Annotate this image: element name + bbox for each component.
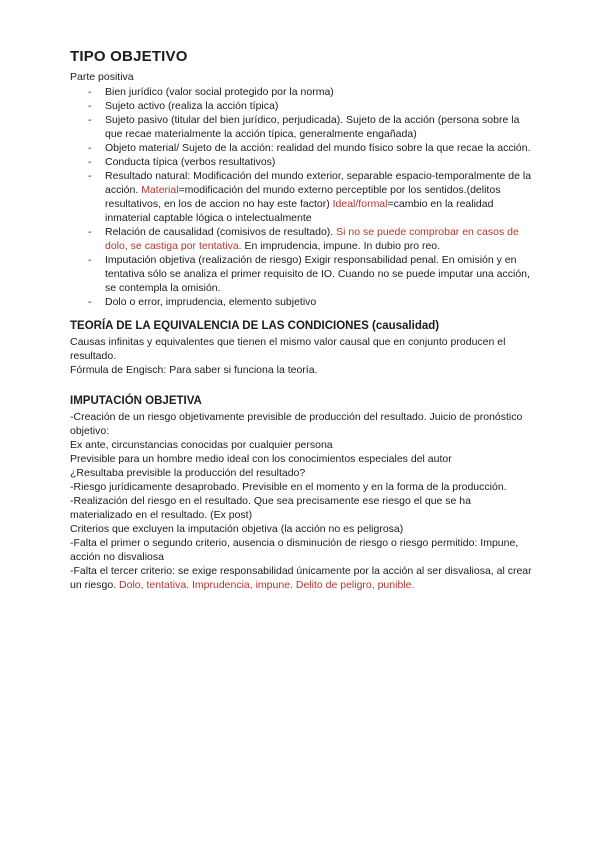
text-run: Causas infinitas y equivalentes que tienen el mismo valor causal que en conjunto producen el resultado. — [70, 336, 506, 362]
paragraph — [70, 410, 532, 438]
bullet-item — [70, 99, 532, 113]
text-run: =cambio en la realidad inmaterial captable lógica o intelectualmente — [105, 198, 494, 224]
text-run: Conducta típica (verbos resultativos) — [105, 156, 276, 168]
text-run: En imprudencia, impune. In dubio pro reo. — [241, 240, 441, 252]
section-heading-imputacion: IMPUTACIÓN OBJETIVA — [70, 395, 202, 407]
text-run: -Falta el tercer criterio: se exige responsabilidad únicamente por la acción al ser disvaliosa, al crear un riesgo. — [70, 565, 532, 591]
bullet-item — [70, 113, 532, 141]
text-run: Dolo, tentativa. Imprudencia, impune. Delito de peligro, punible. — [119, 579, 415, 591]
section-imputacion-body — [70, 410, 532, 592]
bullet-text — [105, 296, 316, 308]
text-run: Resultado natural: Modificación del mundo exterior, separable espacio-temporalmente de la acción. — [105, 170, 532, 196]
text-run: Relación de causalidad (comisivos de resultado). — [105, 226, 337, 238]
section-heading-equivalencia: TEORÍA DE LA EQUIVALENCIA DE LAS CONDICIONES (causalidad) — [70, 320, 440, 332]
text-run: Ideal/formal — [332, 198, 388, 210]
bullet-text — [105, 86, 334, 98]
bullet-item — [70, 85, 532, 99]
text-run: Bien jurídico (valor social protegido por la norma) — [105, 86, 334, 98]
page-title: TIPO OBJETIVO — [70, 48, 188, 65]
text-run: Material — [141, 184, 179, 196]
text-run: -Falta el primer o segundo criterio, ausencia o disminución de riesgo o riesgo permitido: Impune, acción no disvaliosa — [70, 537, 519, 563]
bullet-item — [70, 225, 532, 253]
bullet-item — [70, 295, 532, 309]
text-run: Dolo o error, imprudencia, elemento subjetivo — [105, 296, 317, 308]
paragraph — [70, 466, 532, 480]
paragraph — [70, 494, 532, 522]
text-run: =modificación del mundo externo perceptible por los sentidos.(delitos resultativos, en los de accion no hay este factor) — [105, 184, 501, 210]
text-run: -Creación de un riesgo objetivamente previsible de producción del resultado. Juicio de pronóstico objetivo: — [70, 411, 523, 437]
intro-label: Parte positiva — [70, 71, 134, 83]
bullet-text — [105, 156, 275, 168]
bullet-text — [105, 254, 530, 294]
paragraph — [70, 335, 532, 363]
section-equivalencia-body — [70, 335, 532, 377]
text-run: Previsible para un hombre medio ideal con los conocimientos especiales del autor — [70, 453, 452, 465]
text-run: Ex ante, circunstancias conocidas por cualquier persona — [70, 439, 333, 451]
bullet-text — [105, 114, 519, 140]
text-run: Criterios que excluyen la imputación objetiva (la acción no es peligrosa) — [70, 523, 404, 535]
bullet-text — [105, 142, 531, 154]
text-run: ¿Resultaba previsible la producción del resultado? — [70, 467, 306, 479]
bullet-item — [70, 155, 532, 169]
bullet-item — [70, 169, 532, 225]
text-run: -Realización del riesgo en el resultado. Que sea precisamente ese riesgo el que se ha materializado en el resultado. (Ex post) — [70, 495, 471, 521]
paragraph — [70, 363, 532, 377]
text-run: Sujeto activo (realiza la acción típica) — [105, 100, 279, 112]
paragraph — [70, 522, 532, 536]
paragraph — [70, 452, 532, 466]
text-run: Sujeto pasivo (titular del bien jurídico, perjudicada). Sujeto de la acción (persona sobre la que recae materialmente la acción típica, generalmente engañada) — [105, 114, 520, 140]
paragraph — [70, 480, 532, 494]
text-run: -Riesgo jurídicamente desaprobado. Previsible en el momento y en la forma de la producción. — [70, 481, 507, 493]
text-run: Fórmula de Engisch: Para saber si funciona la teoría. — [70, 364, 318, 376]
paragraph — [70, 438, 532, 452]
bullet-text — [105, 226, 519, 252]
text-run: Si no se puede comprobar en casos de dolo, se castiga por tentativa. — [105, 226, 519, 252]
bullet-text — [105, 170, 531, 224]
paragraph — [70, 536, 532, 564]
text-run: Objeto material/ Sujeto de la acción: realidad del mundo físico sobre la que recae la acción. — [105, 142, 531, 154]
paragraph — [70, 564, 532, 592]
bullet-item — [70, 253, 532, 295]
bullet-item — [70, 141, 532, 155]
text-run: Imputación objetiva (realización de riesgo) Exigir responsabilidad penal. En omisión y en tentativa sólo se analiza el primer requisito de IO. Cuando no se puede imputar una acción, se contempla la omisión. — [105, 254, 530, 294]
bullet-text — [105, 100, 278, 112]
positive-part-bullet-list — [70, 85, 532, 309]
